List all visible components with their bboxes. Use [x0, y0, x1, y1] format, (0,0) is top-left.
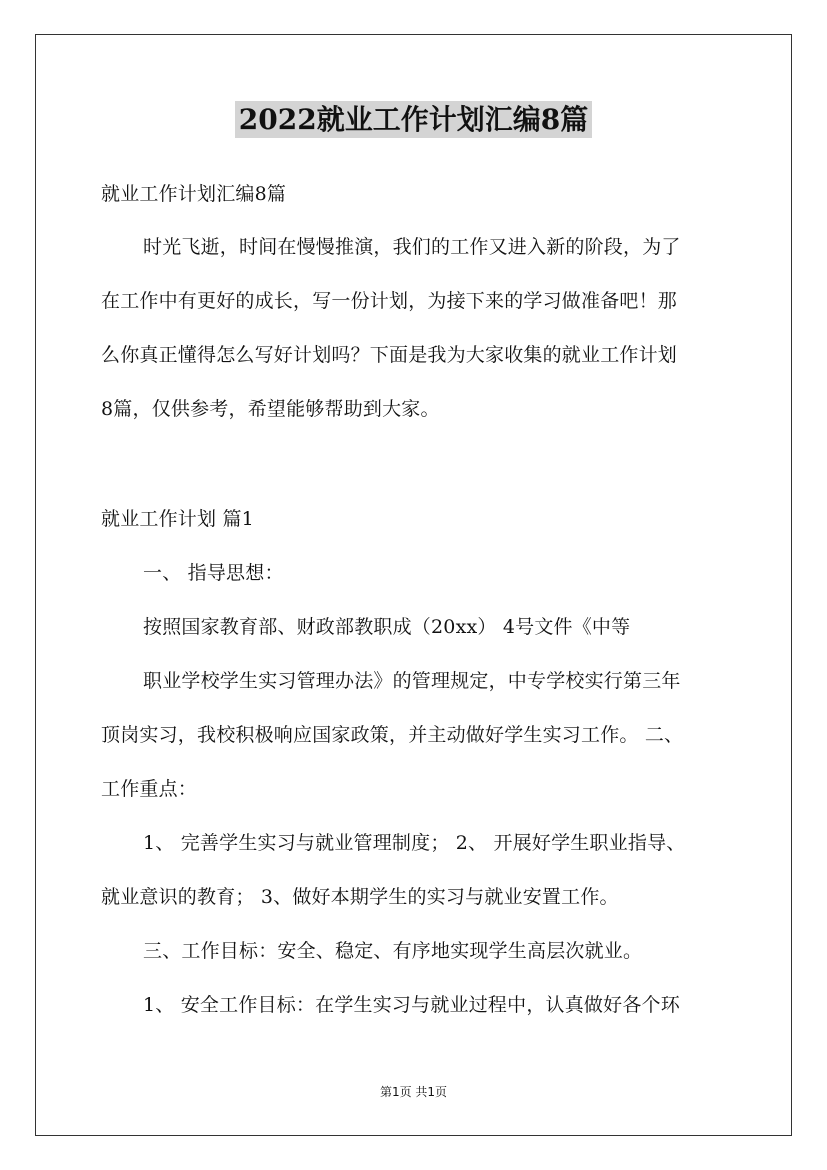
intro-line-3: 么你真正懂得怎么写好计划吗？下面是我为大家收集的就业工作计划	[101, 344, 678, 366]
document-subtitle: 就业工作计划汇编8篇	[101, 183, 287, 205]
document-title	[0, 100, 827, 140]
body-line-1: 一、 指导思想：	[143, 562, 284, 584]
body-line-4: 顶岗实习，我校积极响应国家政策，并主动做好学生实习工作。 二、	[101, 724, 684, 746]
intro-line-4: 8篇，仅供参考，希望能够帮助到大家。	[101, 398, 440, 420]
body-line-5: 工作重点：	[101, 778, 198, 800]
document-title-text: 2022就业工作计划汇编8篇	[235, 101, 592, 138]
intro-line-1: 时光飞逝，时间在慢慢推演，我们的工作又进入新的阶段，为了	[143, 236, 681, 258]
body-line-8: 三、工作目标：安全、稳定、有序地实现学生高层次就业。	[143, 940, 643, 962]
body-line-9: 1、 安全工作目标：在学生实习与就业过程中，认真做好各个环	[143, 994, 680, 1016]
body-line-7: 就业意识的教育； 3、做好本期学生的实习与就业安置工作。	[101, 886, 619, 908]
section-heading: 就业工作计划 篇1	[101, 508, 254, 530]
body-line-3: 职业学校学生实习管理办法》的管理规定，中专学校实行第三年	[143, 670, 681, 692]
body-line-6: 1、 完善学生实习与就业管理制度； 2、 开展好学生职业指导、	[143, 832, 686, 854]
intro-line-2: 在工作中有更好的成长，写一份计划，为接下来的学习做准备吧！那	[101, 290, 678, 312]
page-footer: 第1页 共1页	[379, 1085, 448, 1099]
body-line-2: 按照国家教育部、财政部教职成（20xx） 4号文件《中等	[143, 616, 631, 638]
